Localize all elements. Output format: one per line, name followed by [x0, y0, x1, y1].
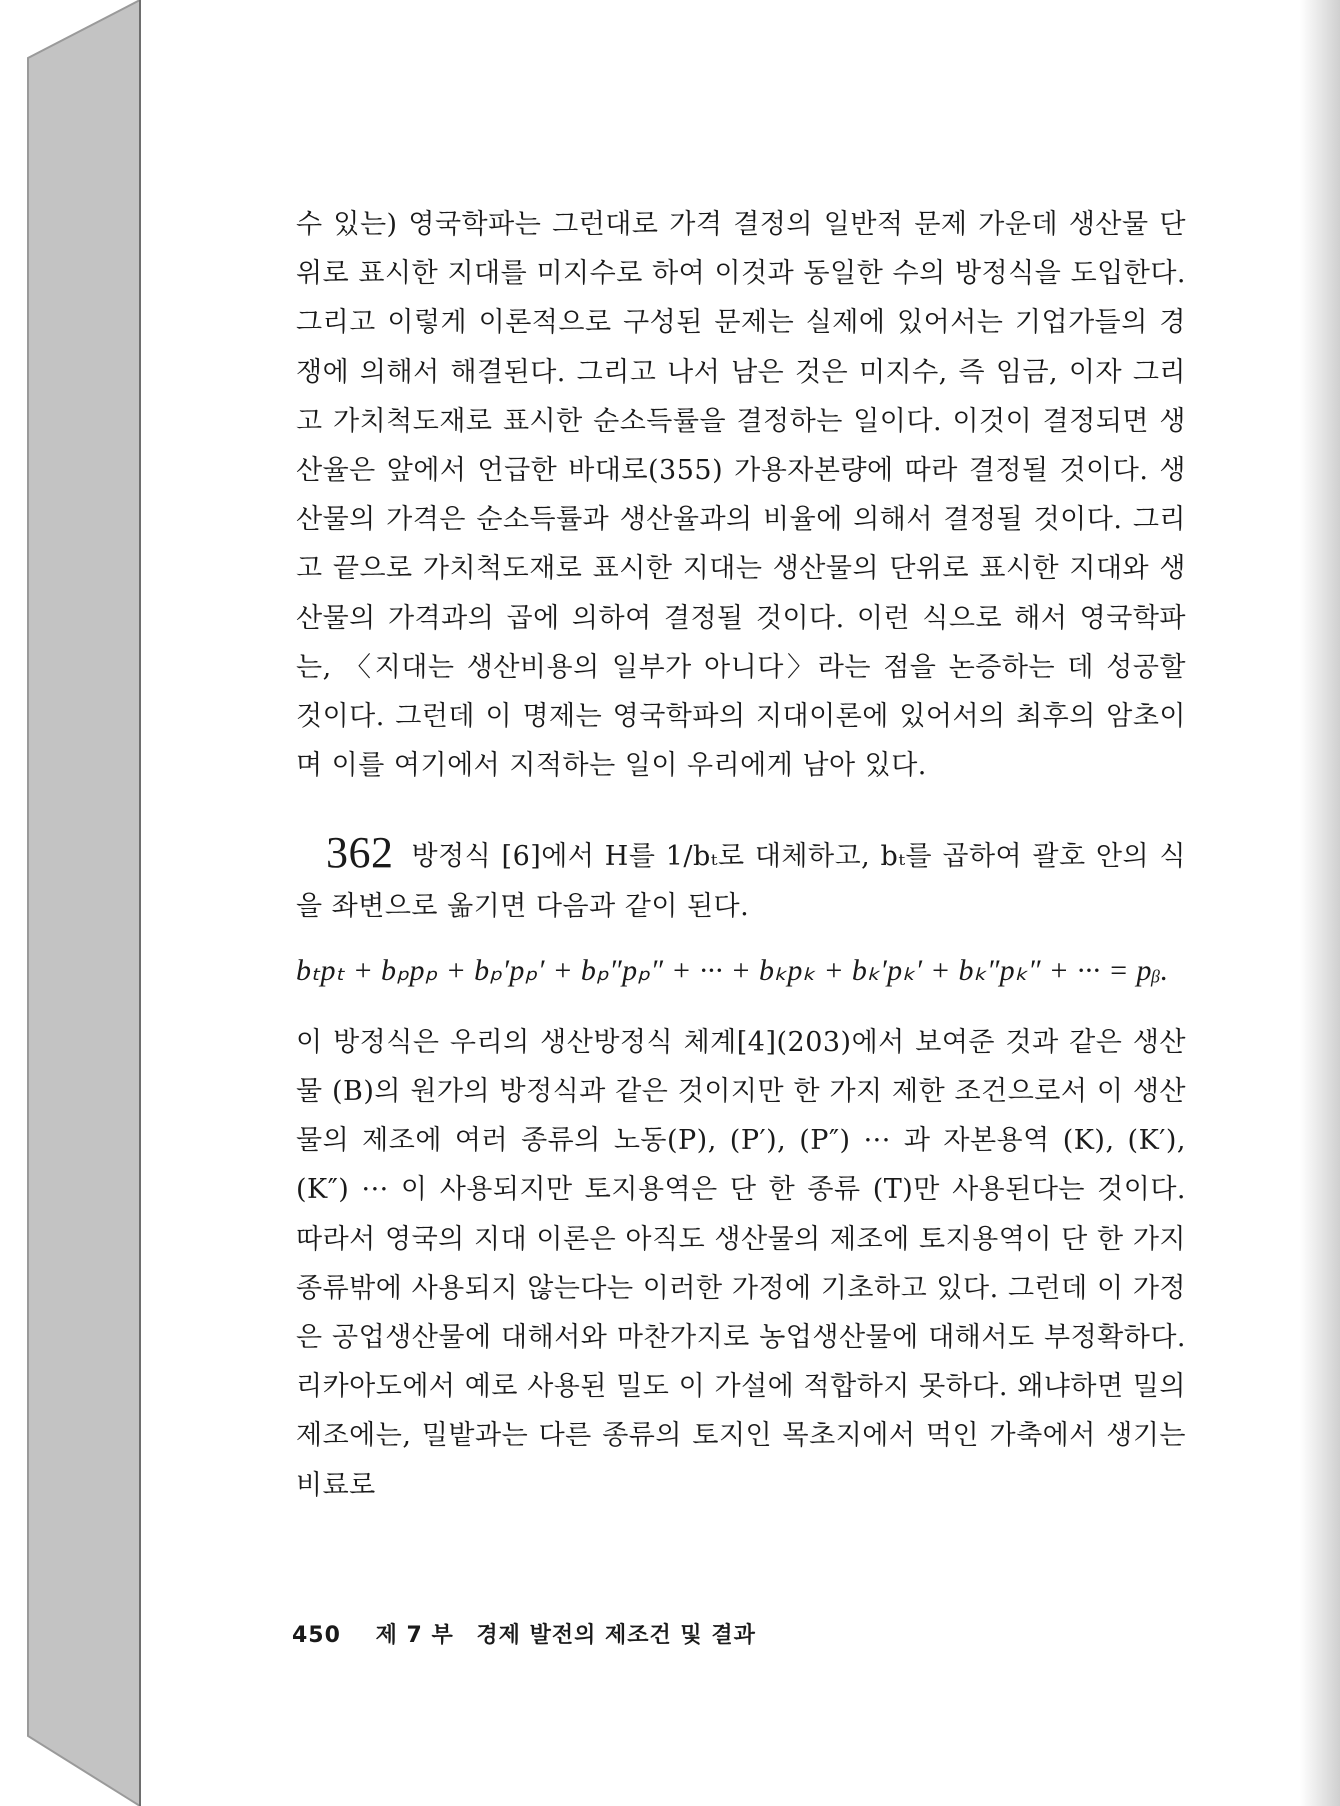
paragraph-1: 수 있는) 영국학파는 그런대로 가격 결정의 일반적 문제 가운데 생산물 단위로 표시한 지대를 미지수로 하여 이것과 동일한 수의 방정식을 도입한다. 그리고 이렇게 이론적으로 구성된 문제는 실제에 있어서는 기업가들의 경쟁에 의해서 해결된다. 그리고 나서 남은 것은 미지수, 즉 임금, 이자 그리고 가치척도재로 표시한 순소득률을 결정하는 일이다. 이것이 결정되면 생산율은 앞에서 언급한 바대로(355) 가용자본량에 따라 결정될 것이다. 생산물의 가격은 순소득률과 생산율과의 비율에 의해서 결정될 것이다. 그리고 끝으로 가치척도재로 표시한 지대는 생산물의 단위로 표시한 지대와 생산물의 가격과의 곱에 의하여 결정될 것이다. 이런 식으로 해서 영국학파는, 〈지대는 생산비용의 일부가 아니다〉라는 점을 논증하는 데 성공할 것이다. 그런데 이 명제는 영국학파의 지대이론에 있어서의 최후의 암초이며 이를 여기에서 지적하는 일이 우리에게 남아 있다.: [296, 209, 1186, 782]
paragraph-2: 이 방정식은 우리의 생산방정식 체계[4](203)에서 보여준 것과 같은 생산물 (B)의 원가의 방정식과 같은 것이지만 한 가지 제한 조건으로서 이 생산물의 제조에 여러 종류의 노동(P), (P′), (P″) ··· 과 자본용역 (K), (K′), (K″) ··· 이 사용되지만 토지용역은 단 한 종류 (T)만 사용된다는 것이다. 따라서 영국의 지대 이론은 아직도 생산물의 제조에 토지용역이 단 한 가지 종류밖에 사용되지 않는다는 이러한 가정에 기초하고 있다. 그런데 이 가정은 공업생산물에 대해서와 마찬가지로 농업생산물에 대해서도 부정확하다. 리카아도에서 예로 사용된 밀도 이 가설에 적합하지 못하다. 왜냐하면 밀의 제조에는, 밀밭과는 다른 종류의 토지인 목초지에서 먹인 가축에서 생기는 비료로: [296, 1026, 1186, 1501]
section-362: [296, 828, 1186, 930]
page-footer: [292, 1618, 756, 1649]
page-body: [296, 200, 1186, 1510]
part-title: 경제 발전의 제조건 및 결과: [476, 1623, 756, 1648]
section-intro-paragraph: [296, 828, 1186, 930]
page-number: 450: [292, 1623, 341, 1648]
part-label: 제 7 부: [375, 1623, 454, 1648]
book-spine-edge: [0, 0, 145, 1806]
equation: bₜpₜ + bₚpₚ + bₚ′pₚ′ + bₚ″pₚ″ + ··· + bₖpₖ + bₖ′pₖ′ + bₖ″pₖ″ + ··· = pᵦ.: [296, 953, 1169, 987]
page-shadow: [1300, 0, 1340, 1806]
section-number: 362: [326, 828, 394, 878]
section-intro-text: 방정식 [6]에서 H를 1/bₜ로 대체하고, bₜ를 곱하여 괄호 안의 식을 좌변으로 옮기면 다음과 같이 된다.: [296, 841, 1186, 922]
